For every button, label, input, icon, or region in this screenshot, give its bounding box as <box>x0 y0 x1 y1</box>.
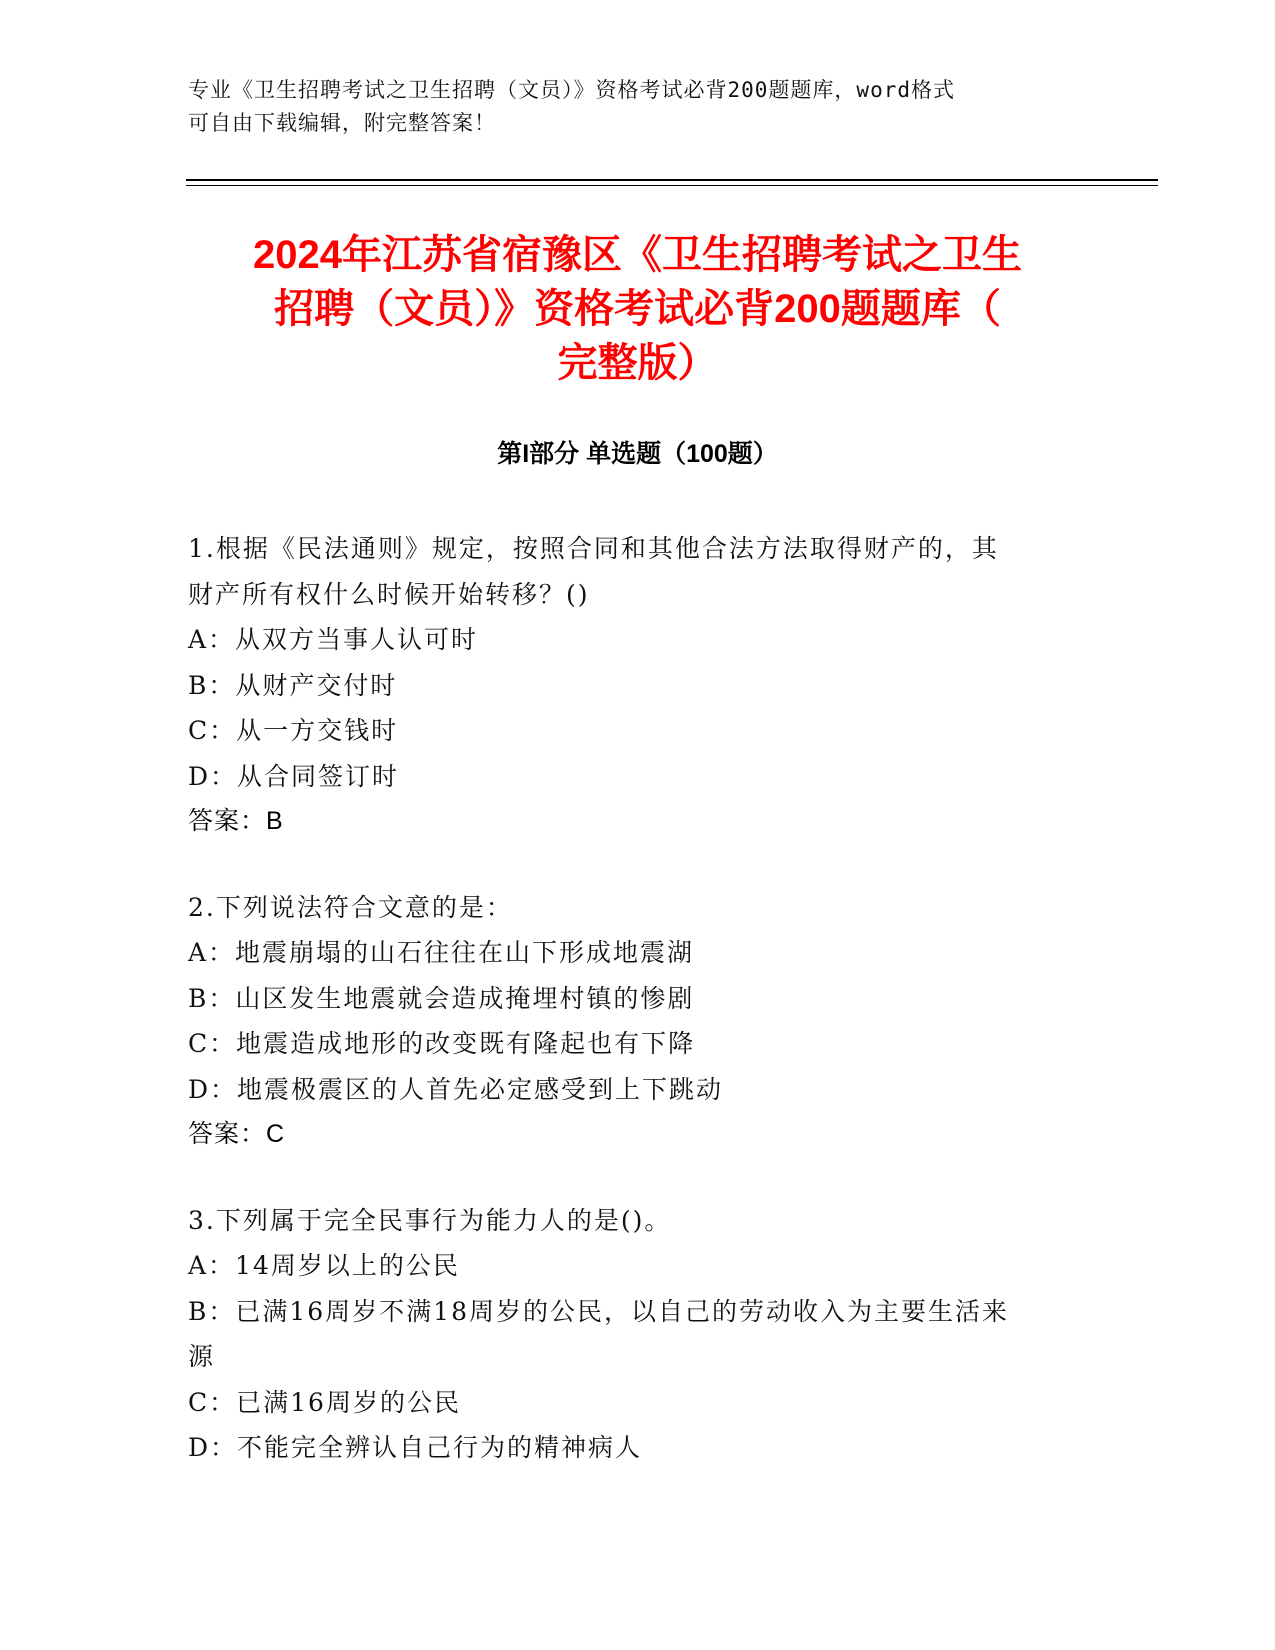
answer: 答案：C <box>188 1120 286 1148</box>
document-title <box>170 228 1105 390</box>
question-3 <box>188 1198 1068 1471</box>
header-rule-thin <box>186 185 1158 186</box>
option-b: B：已满16周岁不满18周岁的公民，以自己的劳动收入为主要生活来 <box>188 1296 1009 1326</box>
option-c: C：从一方交钱时 <box>188 716 399 745</box>
option-c: C：地震造成地形的改变既有隆起也有下降 <box>188 1029 696 1058</box>
question-list <box>188 526 1068 1511</box>
question-1 <box>188 526 1068 845</box>
question-2 <box>188 885 1068 1158</box>
section-title: 第I部分 单选题（100题） <box>497 440 778 468</box>
question-stem: 2.下列说法符合文意的是： <box>188 892 513 922</box>
question-stem: 1.根据《民法通则》规定，按照合同和其他合法方法取得财产的，其 <box>188 534 999 563</box>
option-b: B：从财产交付时 <box>188 670 398 700</box>
option-d: D：地震极震区的人首先必定感受到上下跳动 <box>188 1074 724 1104</box>
header-note-line: 专业《卫生招聘考试之卫生招聘（文员）》资格考试必背200题题库，word格式 <box>188 78 955 102</box>
option-a: A：14周岁以上的公民 <box>188 1251 460 1280</box>
option-d: D：不能完全辨认自己行为的精神病人 <box>188 1433 643 1462</box>
header-note-line: 可自由下载编辑，附完整答案！ <box>188 111 496 135</box>
option-b: B：山区发生地震就会造成掩埋村镇的惨剧 <box>188 983 695 1013</box>
answer: 答案：B <box>188 807 284 835</box>
question-stem: 财产所有权什么时候开始转移？() <box>188 579 590 609</box>
option-c: C：已满16周岁的公民 <box>188 1387 461 1417</box>
option-a: A：地震崩塌的山石往往在山下形成地震湖 <box>188 938 695 967</box>
option-a: A：从双方当事人认可时 <box>188 625 479 654</box>
question-stem: 3.下列属于完全民事行为能力人的是()。 <box>188 1205 672 1235</box>
title-line: 2024年江苏省宿豫区《卫生招聘考试之卫生 <box>253 233 1022 277</box>
header-note <box>188 74 1068 140</box>
header-rule-thick <box>186 179 1158 181</box>
title-line: 完整版） <box>557 341 718 385</box>
title-line: 招聘（文员）》资格考试必背200题题库（ <box>274 287 1001 331</box>
option-b-continued: 源 <box>188 1342 216 1371</box>
option-d: D：从合同签订时 <box>188 761 400 791</box>
